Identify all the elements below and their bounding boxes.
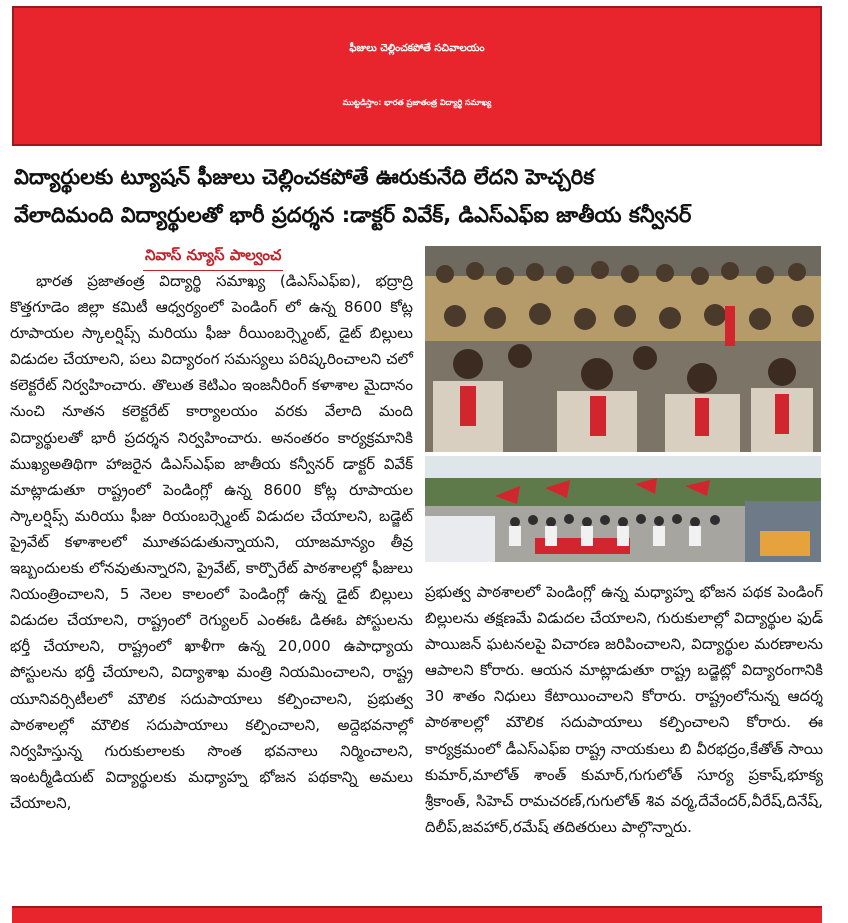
byline: నివాస్ న్యూస్ పాల్వంచ [145,246,281,268]
headline-line-1: ఫీజులు చెల్లించకపోతే సచివాలయం [349,43,485,54]
subheading-1: విద్యార్థులకు ట్యూషన్ ఫీజులు చెల్లించకపోతే ఊరుకునేది లేదని హెచ్చరిక [14,165,595,189]
headline-line-2: ముట్టడిస్తాం: భారత ప్రజాతంత్ర విద్యార్థి సమాఖ్య [342,98,492,107]
body-right-paragraph: ప్రభుత్వ పాఠశాలలో పెండింగ్లో ఉన్న మధ్యాహ్న భోజన పథక పెండింగ్ బిల్లులను తక్షణమే విడుదల చేయాలని, గురుకులాల్లో విద్యార్థుల ఫుడ్ పాయిజన్ ఘటనలపై విచారణ జరిపించాలని, విద్యార్థుల మరణాలను ఆపాలని కోరారు. ఆయన మాట్లాడుతూ రాష్ట్ర బడ్జెట్లో విద్యారంగానికి 30 శాతం నిధులు కేటాయించాలని కోరారు. రాష్ట్రంలోనున్న ఆదర్శ పాఠశాలల్లో మౌలిక సదుపాయాలు కల్పించాలని కోరారు. ఈ కార్యక్రమంలో డీఎస్ఎఫ్ఐ రాష్ట్ర నాయకులు బి వీరభద్రం,కేతోత్ సాయి కుమార్,మాలోత్ శాంత్ కుమార్,గుగులోత్ సూర్య ప్రకాష్,భూక్య శ్రీకాంత్, సిహెచ్ రామచరణ్,గుగులోత్ శివ వర్మ,దేవేందర్,వీరేష్,దినేష్, దిలీప్,జవహార్,రమేష్ తదితరులు పాల్గొన్నారు. [425,583,823,836]
body-left-paragraph: భారత ప్రజాతంత్ర విద్యార్థి సమాఖ్య (డిఎస్ఎఫ్ఐ), భద్రాద్రి కొత్తగూడెం జిల్లా కమిటీ ఆధ్వర్యంలో పెండింగ్ లో ఉన్న 8600 కోట్ల రూపాయల స్కాలర్షిప్స్ మరియు ఫీజు రీయింబర్స్మెంట్, డైట్ బిల్లులు విడుదల చేయాలని, పలు విద్యారంగ సమస్యలు పరిష్కరించాలని చలో కలెక్టరేట్ నిర్వహించారు. తొలుత కెటిఎం ఇంజనీరింగ్ కళాశాల మైదానం నుంచి నూతన కలెక్టరేట్ కార్యాలయం వరకు వేలాది మంది విద్యార్థులతో భారీ ప్రదర్శన నిర్వహించారు. అనంతరం కార్యక్రమానికి ముఖ్యఅతిథిగా హాజరైన డిఎస్ఎఫ్ఐ జాతీయ కన్వీనర్ డాక్టర్ వివేక్ మాట్లాడుతూ రాష్ట్రంలో పెండింగ్లో ఉన్న 8600 కోట్ల రూపాయల స్కాలర్షిప్స్ మరియు ఫీజు రియంబర్స్మెంట్ విడుదల చేయాలని, బడ్జెట్ ప్రైవేట్ కళాశాలలో మూతపడుతున్నాయని, యాజమాన్యం తీవ్ర ఇబ్బందులకు లోనవుతున్నారని, ప్రైవేట్, కార్పొరేట్ పాఠశాలల్లో ఫీజులు నియంత్రించాలని, 5 నెలల కాలంలో పెండింగ్లో ఉన్న డైట్ బిల్లులు విడుదల చేయాలని, రాష్ట్రంలో రెగ్యులర్ ఎంఈఓ డిఈఓ పోస్టులను భర్తీ చేయాలని, రాష్ట్రంలో ఖాళీగా ఉన్న 20,000 ఉపాధ్యాయ పోస్టులను భర్తీ చేయాలని, విద్యాశాఖ మంత్రి నియమించాలని, రాష్ట్ర యూనివర్సిటీలలో మౌలిక సదుపాయాలు కల్పించాలని, ప్రభుత్వ పాఠశాలల్లో మౌలిక సదుపాయాలు కల్పించాలని, అద్దెభవనాల్లో నిర్వహిస్తున్న గురుకులాలకు సొంత భవనాలు నిర్మించాలని, ఇంటర్మీడియట్ విద్యార్థులకు మధ్యాహ్న భోజన పథకాన్ని అమలు చేయాలని, [10,272,413,812]
headline-banner [12,6,822,146]
subheading-2: వేలాదిమంది విద్యార్థులతో భారీ ప్రదర్శన :డాక్టర్ వివేక్, డిఎస్ఎఫ్ఐ జాతీయ కన్వీనర్ [14,203,692,227]
rally-march-photo [425,456,821,562]
article-body-right [425,579,823,840]
protest-crowd-photo [425,246,821,452]
next-headline-banner [12,906,822,923]
article-body-left [10,268,413,816]
